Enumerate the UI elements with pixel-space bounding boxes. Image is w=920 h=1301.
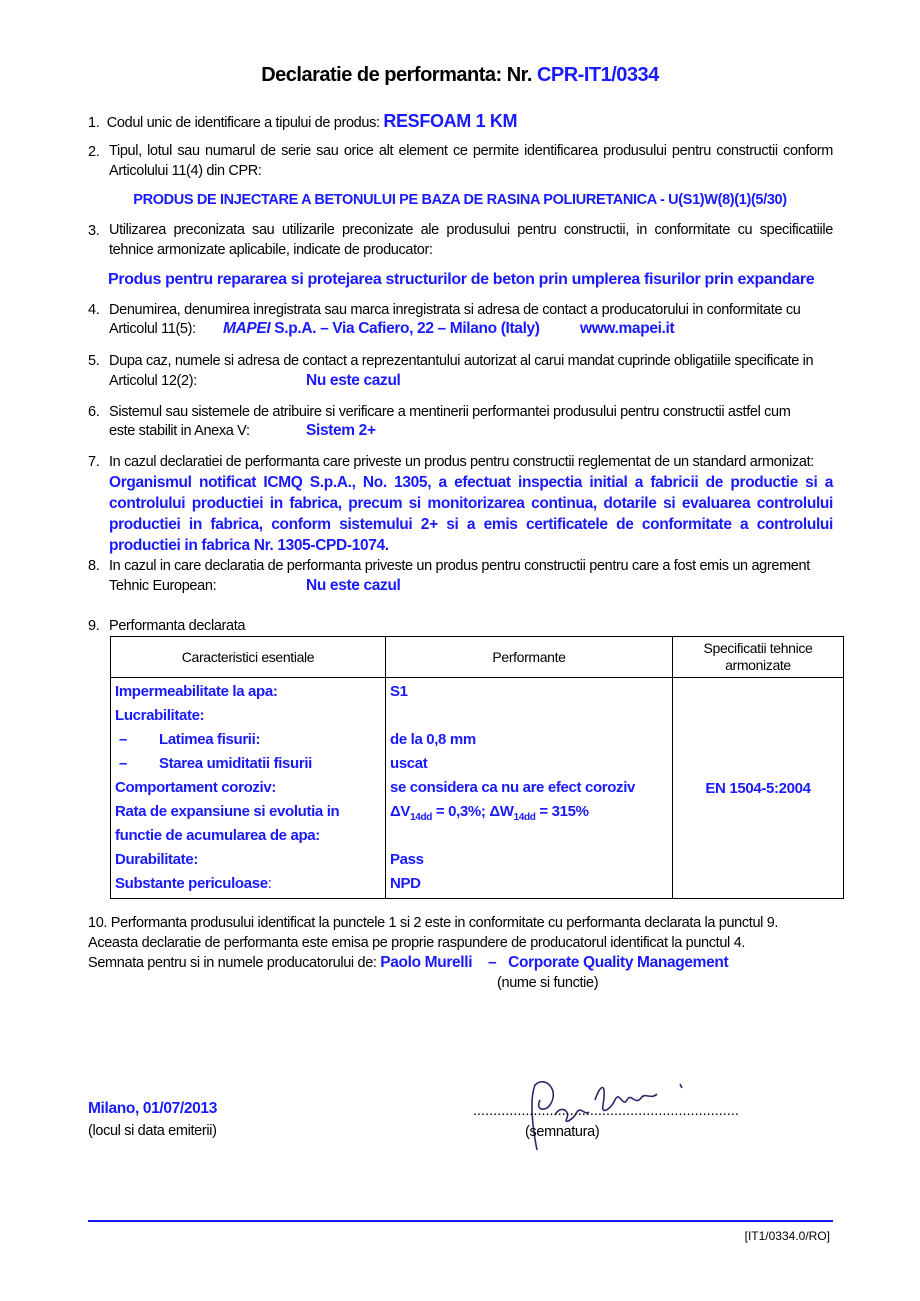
signature-line: .................................................................. bbox=[473, 1103, 739, 1119]
item-number: 4. bbox=[88, 302, 100, 318]
closing-line: Aceasta declaratie de performanta este emisa pe proprie raspundere de producatorul identificat la punctul 4. bbox=[88, 935, 746, 951]
system-value: Sistem 2+ bbox=[306, 422, 376, 439]
characteristic: functie de acumularea de apa: bbox=[115, 827, 320, 844]
title-prefix: Declaratie de performanta: Nr. bbox=[261, 64, 537, 86]
item-text: Utilizarea preconizata sau utilizarile preconizate ale produsului pentru constructii, in conformitate cu specificatiile tehnice armonizate aplicabile, indicate de producator: bbox=[109, 222, 833, 258]
performance-cell bbox=[386, 678, 673, 899]
item-text: Articolul 11(5): bbox=[109, 321, 196, 337]
notified-body-text: Organismul notificat ICMQ S.p.A., No. 1305, a efectuat inspectia initial a fabricii de productie si a controlului productiei in fabrica, precum si monitorizarea continua, dotarile si evaluarea controlului productiei in fabrica, conform sistemului 2+ si a emis certificatele de conformitate a controlului productiei in fabrica Nr. 1305-CPD-1074. bbox=[109, 474, 833, 554]
item-1 bbox=[88, 111, 517, 133]
item-number: 2. bbox=[88, 144, 100, 160]
characteristic: Durabilitate: bbox=[115, 851, 198, 868]
item-number: 3. bbox=[88, 223, 100, 239]
perf-part: ΔV bbox=[390, 803, 411, 820]
table-header-row bbox=[111, 637, 844, 678]
characteristic-label: Latimea fisurii: bbox=[159, 731, 261, 748]
characteristic bbox=[115, 728, 381, 752]
performance: NPD bbox=[390, 875, 421, 892]
performance: se considera ca nu are efect coroziv bbox=[390, 779, 636, 796]
closing-line bbox=[88, 953, 728, 973]
harmonized-spec: EN 1504-5:2004 bbox=[673, 678, 844, 899]
performance bbox=[390, 800, 668, 824]
signer-name: Paolo Murelli – Corporate Quality Management bbox=[380, 954, 729, 971]
item-number: 5. bbox=[88, 353, 100, 369]
closing-line: 10. Performanta produsului identificat la punctele 1 si 2 este in conformitate cu performanta declarata la punctul 9. bbox=[88, 915, 779, 931]
item-text: In cazul in care declaratia de performanta priveste un produs pentru constructii pentru care a fost emis un agrement bbox=[109, 558, 810, 574]
manufacturer bbox=[223, 319, 540, 339]
performance bbox=[390, 704, 668, 728]
item-text: Denumirea, denumirea inregistrata sau marca inregistrata si adresa de contact a producatorului in conformitate cu bbox=[109, 302, 801, 318]
characteristic: Comportament coroziv: bbox=[115, 779, 276, 796]
footer-code: [IT1/0334.0/RO] bbox=[744, 1229, 830, 1243]
manufacturer-address: S.p.A. – Via Cafiero, 22 – Milano (Italy) bbox=[270, 320, 540, 337]
place-date: Milano, 01/07/2013 bbox=[88, 1100, 217, 1117]
column-header: Specificatii tehnice armonizate bbox=[673, 637, 844, 678]
item-text: Articolul 12(2): bbox=[109, 373, 197, 389]
signature-label: (semnatura) bbox=[525, 1124, 600, 1140]
characteristic: Impermeabilitate la apa: bbox=[115, 683, 278, 700]
page-title bbox=[0, 65, 920, 85]
perf-part: = 315% bbox=[535, 803, 589, 820]
item-number: 8. bbox=[88, 558, 100, 574]
item-number: 9. bbox=[88, 618, 100, 634]
role-hint: (nume si functie) bbox=[497, 975, 599, 991]
item-number: 1. bbox=[88, 115, 100, 131]
brand-name: MAPEI bbox=[223, 320, 271, 337]
characteristics-cell bbox=[111, 678, 386, 899]
footer-divider bbox=[88, 1220, 833, 1222]
item-text: Performanta declarata bbox=[109, 618, 246, 634]
characteristic-label: Starea umiditatii fisurii bbox=[159, 755, 312, 772]
subscript: 14dd bbox=[410, 812, 433, 823]
item-text: Tehnic European: bbox=[109, 578, 217, 594]
characteristic: Rata de expansiune si evolutia in bbox=[115, 803, 340, 820]
item-text: In cazul declaratiei de performanta care priveste un produs pentru constructii reglementat de un standard armonizat: bbox=[109, 454, 814, 470]
signed-for-text: Semnata pentru si in numele producatorului de: bbox=[88, 955, 381, 971]
characteristic-label: Substante periculoase bbox=[115, 875, 268, 892]
place-date-label: (locul si data emiterii) bbox=[88, 1123, 217, 1139]
item-text: Dupa caz, numele si adresa de contact a reprezentantului autorizat al carui mandat cuprinde obligatiile specificate in bbox=[109, 353, 814, 369]
performance: uscat bbox=[390, 755, 428, 772]
spacer-row bbox=[390, 824, 668, 848]
colon: : bbox=[267, 875, 272, 892]
representative-value: Nu este cazul bbox=[306, 372, 401, 389]
website-link[interactable]: www.mapei.it bbox=[580, 320, 675, 337]
performance: Pass bbox=[390, 851, 424, 868]
dash: – bbox=[119, 731, 127, 748]
item-text: Sistemul sau sistemele de atribuire si verificare a mentinerii performantei produsului pentru constructii astfel cum bbox=[109, 404, 791, 420]
intended-use: Produs pentru repararea si protejarea structurilor de beton prin umplerea fisurilor prin expandare bbox=[108, 271, 815, 288]
performance: S1 bbox=[390, 683, 408, 700]
column-header: Caracteristici esentiale bbox=[111, 637, 386, 678]
column-header: Performante bbox=[386, 637, 673, 678]
dash: – bbox=[119, 755, 127, 772]
table-body-row bbox=[111, 678, 844, 899]
item-text: este stabilit in Anexa V: bbox=[109, 423, 250, 439]
product-type: PRODUS DE INJECTARE A BETONULUI PE BAZA DE RASINA POLIURETANICA - U(S1)W(8)(1)(5/30) bbox=[133, 192, 787, 208]
characteristic: Lucrabilitate: bbox=[115, 707, 205, 724]
item-text: Tipul, lotul sau numarul de serie sau orice alt element ce permite identificarea produsului pentru constructii conform Articolului 11(4) din CPR: bbox=[109, 143, 833, 179]
item-number: 6. bbox=[88, 404, 100, 420]
perf-part: = 0,3%; ΔW bbox=[432, 803, 514, 820]
characteristic bbox=[115, 872, 381, 896]
characteristic bbox=[115, 752, 381, 776]
eta-value: Nu este cazul bbox=[306, 577, 401, 594]
subscript: 14dd bbox=[513, 812, 536, 823]
item-number: 7. bbox=[88, 454, 100, 470]
declaration-number: CPR-IT1/0334 bbox=[536, 64, 659, 86]
performance-table bbox=[110, 636, 844, 899]
item-text: Codul unic de identificare a tipului de produs: bbox=[106, 115, 384, 131]
performance: de la 0,8 mm bbox=[390, 731, 476, 748]
product-code: RESFOAM 1 KM bbox=[383, 111, 518, 131]
